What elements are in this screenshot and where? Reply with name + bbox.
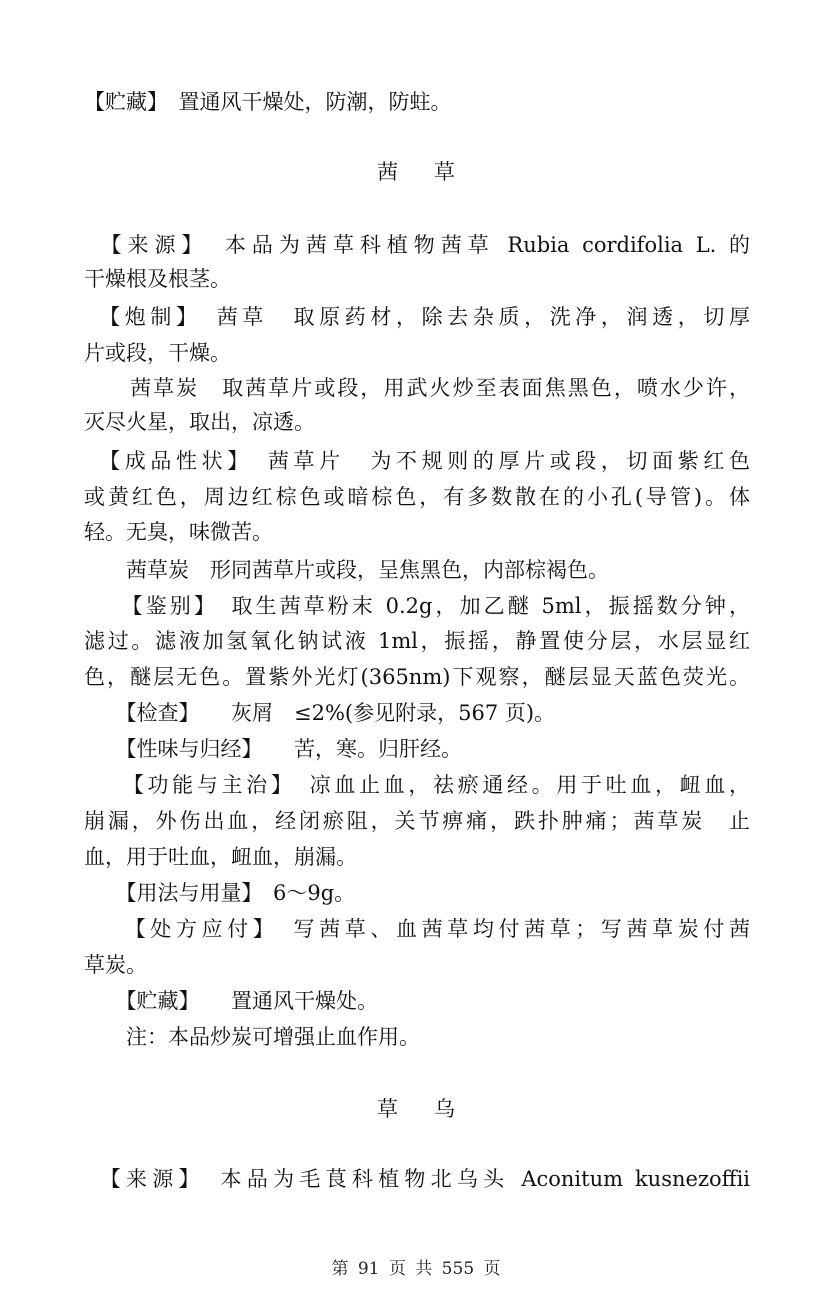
source-line-1: 【来源】 本品为茜草科植物茜草 Rubia cordifolia L. 的 <box>84 233 750 257</box>
nature-line: 【性味与归经】 苦，寒。归肝经。 <box>84 737 462 761</box>
traits-line-2: 或黄红色，周边红棕色或暗棕色，有多数散在的小孔(导管)。体 <box>84 485 750 509</box>
identify-line-2: 滤过。滤液加氢氧化钠试液 1ml，振摇，静置使分层，水层显红 <box>84 629 750 653</box>
function-line-2: 崩漏，外伤出血，经闭瘀阻，关节痹痛，跌扑肿痛；茜草炭 止 <box>84 809 750 833</box>
check-line: 【检查】 灰屑 ≤2%(参见附录，567 页)。 <box>84 701 556 725</box>
source-line-2: 干燥根及根茎。 <box>84 267 231 291</box>
page-footer: 第 91 页 共 555 页 <box>331 1259 501 1279</box>
processing-line-1: 【炮制】 茜草 取原药材，除去杂质，洗净，润透，切厚 <box>84 305 750 329</box>
charcoal-line-2: 灭尽火星，取出，凉透。 <box>84 410 315 434</box>
prescription-line-2: 草炭。 <box>84 953 147 977</box>
section-title-qiancao: 茜草 <box>377 160 491 184</box>
traits-line-1: 【成品性状】 茜草片 为不规则的厚片或段，切面紫红色 <box>84 449 750 473</box>
note-line: 注：本品炒炭可增强止血作用。 <box>84 1025 420 1049</box>
traits-charcoal: 茜草炭 形同茜草片或段，呈焦黑色，内部棕褐色。 <box>84 558 609 582</box>
processing-line-2: 片或段，干燥。 <box>84 341 231 365</box>
dosage-line: 【用法与用量】 6～9g。 <box>84 881 356 905</box>
caowu-source-line-1: 【来源】 本品为毛茛科植物北乌头 Aconitum kusnezoffii <box>84 1167 750 1191</box>
storage-top: 【贮藏】 置通风干燥处，防潮，防蛀。 <box>84 90 452 114</box>
function-line-3: 血，用于吐血，衄血，崩漏。 <box>84 845 357 869</box>
prescription-line-1: 【处方应付】 写茜草、血茜草均付茜草；写茜草炭付茜 <box>84 917 750 941</box>
section-title-caowu: 草乌 <box>377 1097 491 1121</box>
charcoal-line-1: 茜草炭 取茜草片或段，用武火炒至表面焦黑色，喷水少许， <box>84 376 750 400</box>
storage-line: 【贮藏】 置通风干燥处。 <box>84 989 378 1013</box>
identify-line-3: 色，醚层无色。置紫外光灯(365nm)下观察，醚层显天蓝色荧光。 <box>84 665 750 689</box>
function-line-1: 【功能与主治】 凉血止血，祛瘀通经。用于吐血，衄血， <box>84 773 750 797</box>
identify-line-1: 【鉴别】 取生茜草粉末 0.2g，加乙醚 5ml，振摇数分钟， <box>84 594 750 618</box>
traits-line-3: 轻。无臭，味微苦。 <box>84 520 273 544</box>
